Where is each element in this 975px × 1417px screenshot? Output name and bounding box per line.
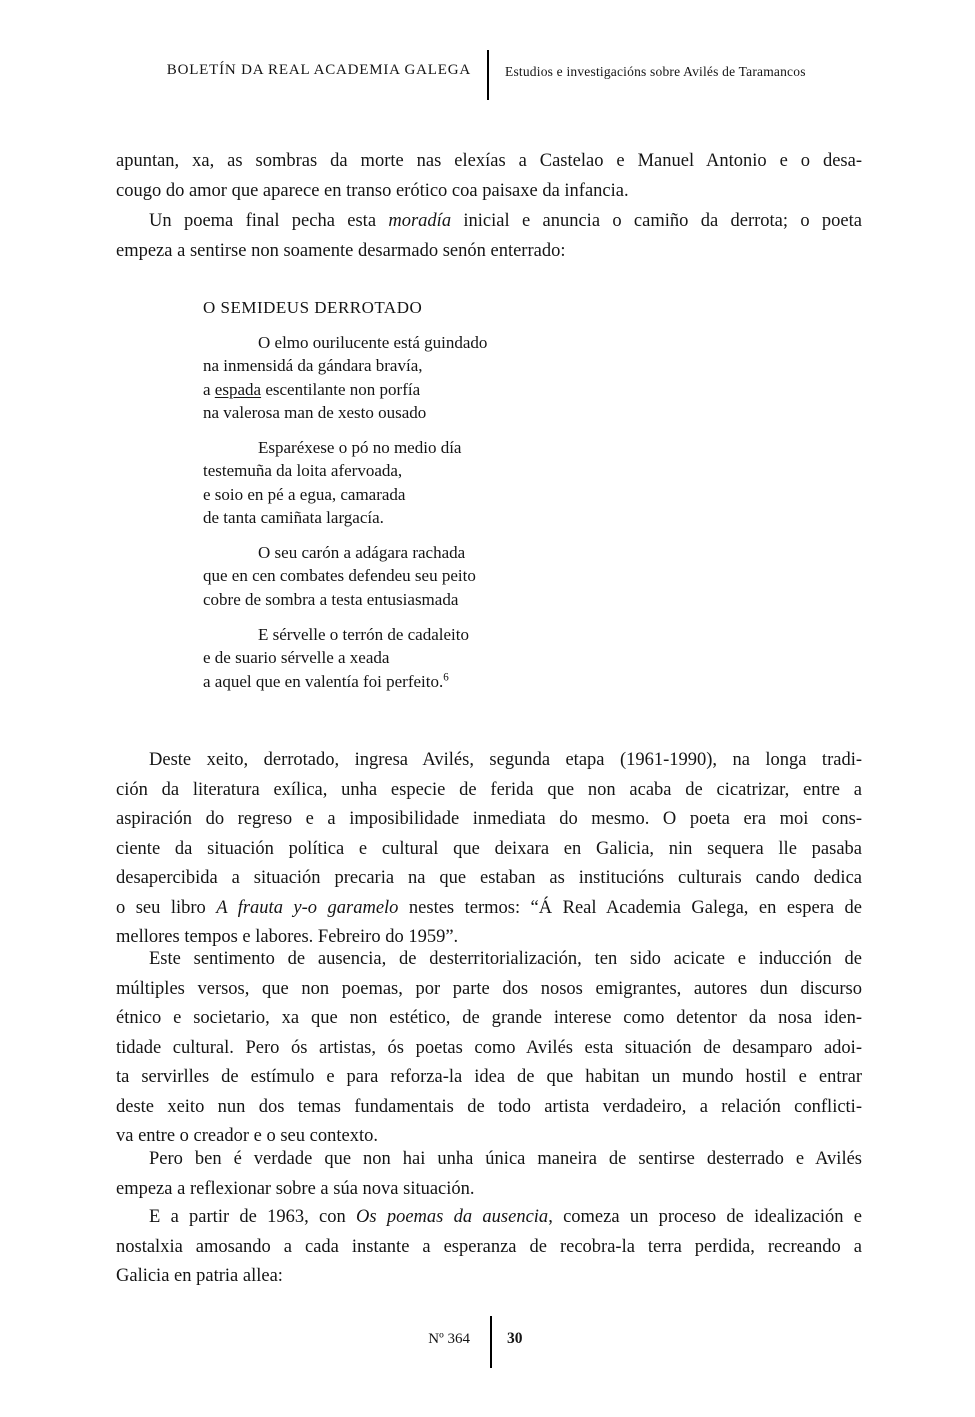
text-line: étnico e societario, xa que non estético, de grande interese como detentor da nosa iden-	[116, 1008, 862, 1028]
paragraph	[116, 207, 862, 266]
poem-title: O SEMIDEUS DERROTADO	[203, 298, 423, 317]
text-line: Galicia en patria allea:	[116, 1266, 283, 1286]
poem-line: de tanta camiñata largacía.	[203, 508, 384, 528]
text-line: Un poema final pecha esta moradía inicial e anuncia o camiño da derrota; o poeta	[149, 211, 862, 231]
poem-line: que en cen combates defendeu seu peito	[203, 566, 476, 586]
paragraph	[116, 147, 862, 206]
text-line: empeza a reflexionar sobre a súa nova situación.	[116, 1178, 475, 1199]
poem-line: testemuña da loita afervoada,	[203, 461, 403, 481]
poem-line: a espada escentilante non porfía	[203, 379, 421, 399]
footer-divider-rule	[490, 1316, 492, 1368]
text-line: E a partir de 1963, con Os poemas da ausencia, comeza un proceso de idealización e	[149, 1207, 863, 1227]
issue-number: Nº 364	[428, 1331, 470, 1347]
text-line: desapercibida a situación precaria na que estaban as institucións culturais cando dedica	[116, 868, 862, 888]
poem-stanza	[116, 541, 949, 611]
poem-line: E sérvelle o terrón de cadaleito	[258, 625, 469, 644]
poem-line: a aquel que en valentía foi perfeito.$^6$	[203, 671, 449, 691]
page-number: 30	[507, 1330, 523, 1347]
paragraph	[116, 746, 862, 953]
header-divider-rule	[487, 50, 489, 100]
text-line: mellores tempos e labores. Febreiro do 1959”.	[116, 927, 459, 947]
article-title: Estudios e investigacións sobre Avilés de Taramancos	[505, 64, 806, 79]
text-line: Este sentimento de ausencia, de desterritorialización, ten sido acicate e inducción de	[149, 949, 862, 969]
poem-stanza	[116, 331, 949, 425]
text-line: ciente da situación política e cultural que deixara en Galicia, nin sequera lle pasaba	[116, 838, 862, 859]
text-line: va entre o creador e o seu contexto.	[116, 1126, 378, 1146]
journal-title: BOLETÍN DA REAL ACADEMIA GALEGA	[166, 62, 471, 78]
paragraph	[116, 945, 862, 1152]
text-line: deste xeito nun dos temas fundamentais de todo artista verdadeiro, a relación conflicti-	[116, 1096, 862, 1117]
poem-line: cobre de sombra a testa entusiasmada	[203, 589, 459, 609]
poem-line: na inmensidá da gándara bravía,	[203, 356, 423, 376]
text-line: apuntan, xa, as sombras da morte nas elexías a Castelao e Manuel Antonio e o desa-	[116, 151, 862, 171]
paragraph	[116, 1145, 862, 1204]
text-line: ta servirlles de estímulo e para reforza-la idea de que habitan un mundo hostil e entrar	[116, 1067, 862, 1087]
text-line: empeza a sentirse non soamente desarmado senón enterrado:	[116, 240, 566, 261]
text-line: nostalxia amosando a cada instante a esperanza de recobra-la terra perdida, recreando a	[116, 1236, 862, 1257]
text-line: múltiples versos, que non poemas, por parte dos nosos emigrantes, autores dun discurso	[116, 978, 862, 999]
poem-line: na valerosa man de xesto ousado	[203, 403, 427, 423]
text-line: tidade cultural. Pero ós artistas, ós poetas como Avilés esta situación de desamparo adoi-	[116, 1037, 862, 1058]
text-line: o seu libro A frauta y-o garamelo nestes termos: “Á Real Academia Galega, en espera de	[116, 897, 862, 918]
poem-stanza	[116, 436, 949, 530]
poem-line: e soio en pé a egua, camarada	[203, 484, 406, 504]
text-line: Deste xeito, derrotado, ingresa Avilés, segunda etapa (1961-1990), na longa tradi-	[149, 750, 862, 770]
text-line: aspiración do regreso e a imposibilidade inmediata do mesmo. O poeta era moi cons-	[116, 809, 862, 829]
poem-line: O seu carón a adágara rachada	[258, 543, 466, 562]
poem-line: Esparéxese o pó no medio día	[258, 438, 462, 457]
text-line: cougo do amor que aparece en transo erótico coa paisaxe da infancia.	[116, 180, 629, 201]
paragraph	[116, 1203, 862, 1292]
poem-stanza	[116, 623, 949, 693]
poem-line: O elmo ourilucente está guindado	[258, 333, 488, 352]
text-line: Pero ben é verdade que non hai unha única maneira de sentirse desterrado e Avilés	[149, 1149, 862, 1169]
text-line: ción da literatura exílica, unha especie de ferida que non acaba de cicatrizar, entre a	[116, 779, 862, 800]
poem-line: e de suario sérvelle a xeada	[203, 648, 390, 668]
